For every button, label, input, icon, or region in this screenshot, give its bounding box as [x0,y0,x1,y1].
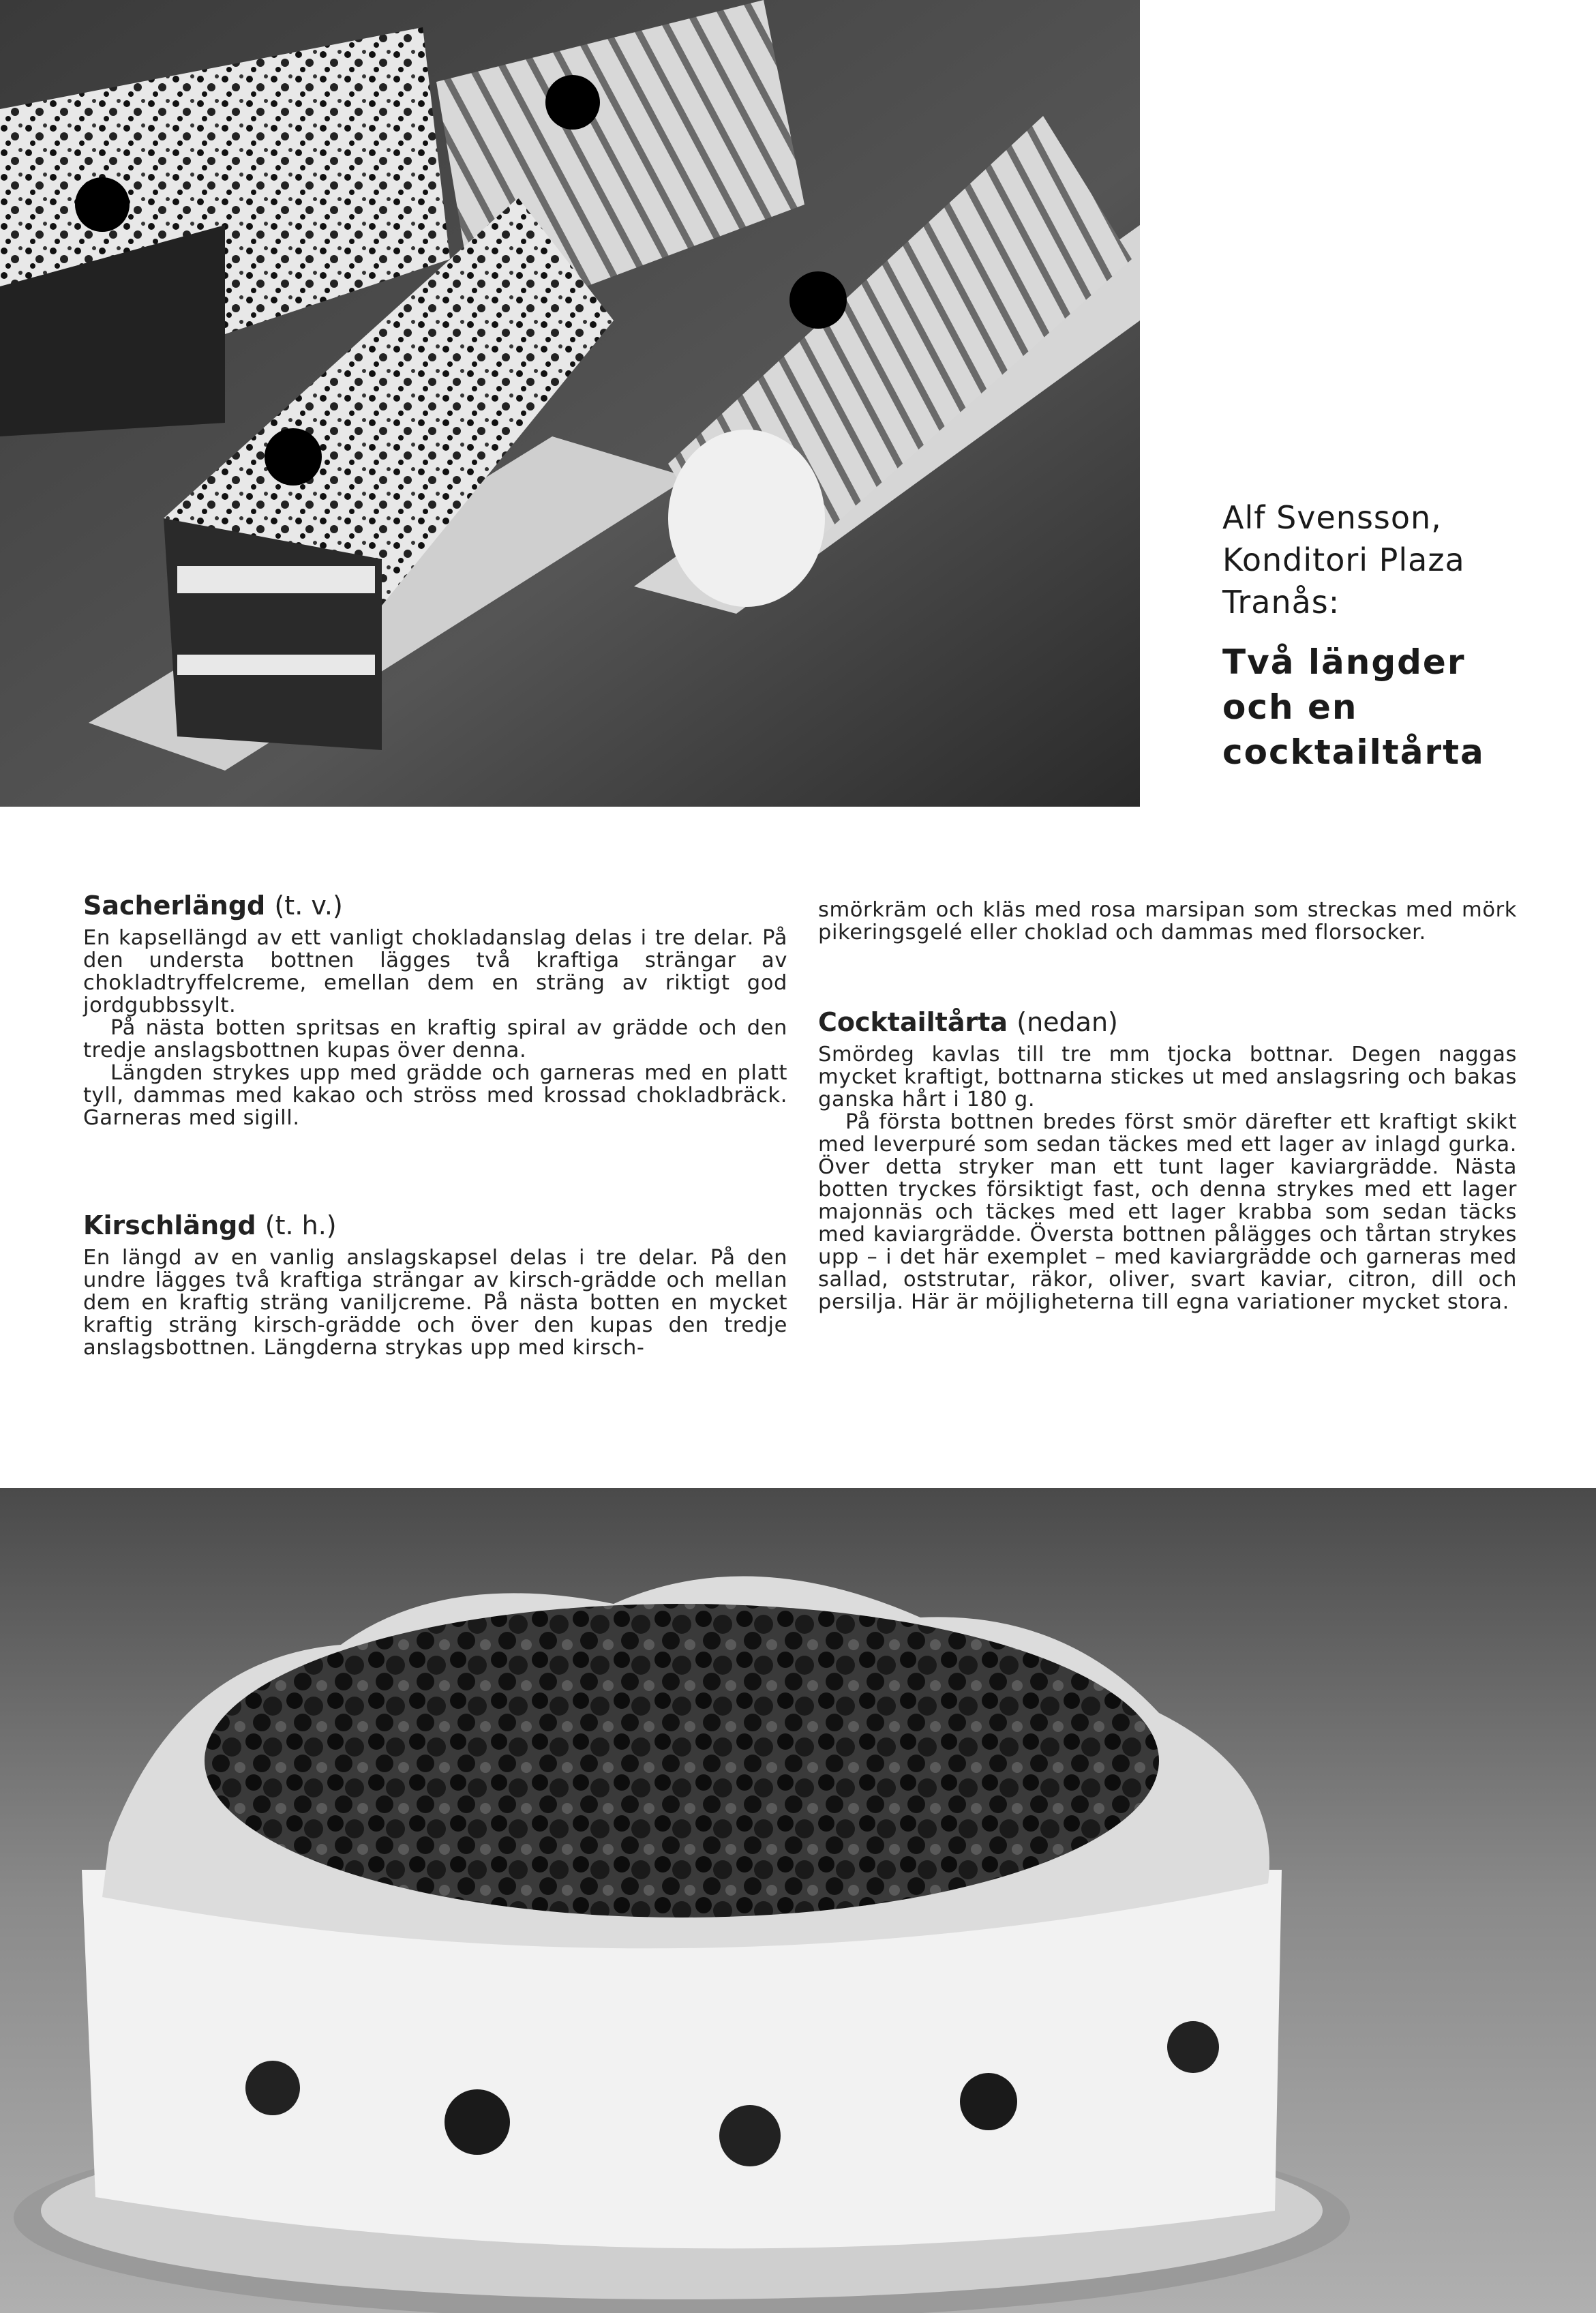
cocktail-note: (nedan) [1017,1007,1118,1037]
title-line: cocktailtårta [1222,732,1485,772]
cocktail-cake-photo [0,1488,1596,2313]
sacher-heading [83,890,787,921]
title-line: Två längder [1222,642,1466,682]
cocktail-heading [818,1006,1517,1038]
right-text-column [818,899,1517,1313]
cocktail-heading-text: Cocktailtårta [818,1007,1008,1037]
sacher-paragraph: På nästa botten spritsas en kraftig spiral av grädde och den tredje anslagsbottnen kupas över denna. [83,1016,787,1062]
kirsch-continued-paragraph: smörkräm och kläs med rosa marsipan som streckas med mörk pikeringsgelé eller choklad och dammas med florsocker. [818,898,1517,944]
bakery-name: Konditori Plaza [1222,541,1465,578]
kirsch-heading [83,1210,787,1241]
kirsch-paragraph: En längd av en vanlig anslagskapsel delas i tre delar. På den undre lägges två kraftiga strängar av kirsch-grädde och mellan dem en kraftig sträng vaniljcreme. På nästa botten en mycket kraftig sträng kirsch-grädde och över den kupas den tredje anslagsbottnen. Längderna strykas upp med kirsch- [83,1246,787,1360]
kirsch-note: (t. h.) [265,1210,337,1240]
sacher-paragraph: Längden strykes upp med grädde och garneras med en platt tyll, dammas med kakao och ströss med krossad chokladbräck. Garneras med sigill. [83,1061,787,1130]
article-title [1222,640,1577,775]
author-name: Alf Svensson, [1222,499,1442,536]
sacher-heading-text: Sacherlängd [83,891,266,921]
cocktail-paragraph: Smördeg kavlas till tre mm tjocka bottnar. Degen naggas mycket kraftigt, bottnarna stickes ut med anslagsring och bakas ganska hårt i 180 g. [818,1043,1517,1111]
cocktail-paragraph: På första bottnen bredes först smör därefter ett kraftigt skikt med leverpuré som sedan täckes med ett lager av inlagd gurka. Över detta stryker man ett tunt lager kaviargrädde. Nästa botten tryckes försiktigt fast, och denna strykes med ett lager majonnäs och täckes med ett lager krabba som sedan täcks med kaviargrädde. Översta bottnen pålägges och tårtan strykes upp – i det här exemplet – med kaviargrädde och garneras med sallad, oststrutar, räkor, oliver, svart kaviar, citron, dill och persilja. Här är möjligheterna till egna variationer mycket stora. [818,1110,1517,1314]
title-line: och en [1222,687,1358,727]
sacher-paragraph: En kapsellängd av ett vanligt chokladanslag delas i tre delar. På den understa bottnen lägges två kraftiga strängar av chokladtryffelcreme, emellan dem en sträng av riktigt god jordgubbssylt. [83,926,787,1017]
left-text-column [83,890,787,1359]
kirsch-heading-text: Kirschlängd [83,1210,256,1240]
sacher-note: (t. v.) [274,891,343,921]
town-name: Tranås: [1222,584,1340,621]
cake-lengths-photo [0,0,1140,807]
article-caption [1222,496,1577,775]
